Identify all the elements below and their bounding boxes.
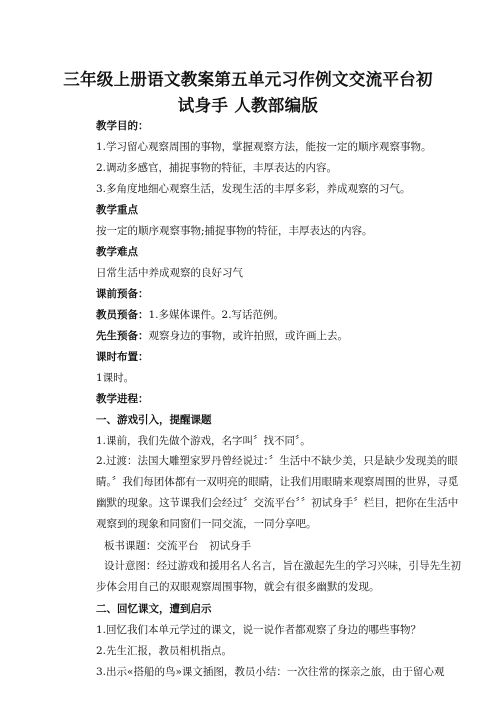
teacher-prep (96, 308, 466, 322)
part1-heading: 一、游戏引入，提醒课题 (96, 414, 212, 426)
objective-item: 3.多角度地细心观察生活，发现生活的丰厚多彩，养成观察的习气。 (96, 183, 411, 195)
design-text: 设计意图：经过游戏和援用名人名言，旨在激起先生的学习兴味，引导先生初步体会用自己的双眼观察周围事物，就会有很多幽默的发现。 (96, 560, 461, 593)
board-text: 板书课题：交流平台 初试身手 (104, 540, 251, 552)
document-title-line-1: 三年级上册语文教案第五单元习作例文交流平台初 (63, 70, 433, 89)
hours-text: 1课时。 (96, 372, 135, 384)
document-title-line-2: 试身手 人教部编版 (177, 96, 319, 115)
difficulty-text: 日常生活中养成观察的良好习气 (96, 267, 243, 279)
hours-heading: 课时布置： (96, 351, 149, 363)
key-heading: 教学重点 (96, 204, 138, 216)
key-text: 按一定的顺序观察事物;捕捉事物的特征，丰厚表达的内容。 (96, 225, 373, 237)
teacher-prep-text: 1.多媒体课件。2.写话范例。 (148, 309, 285, 321)
part2-item: 3.出示«搭船的鸟»课文插图，教员小结：一次往常的探亲之旅，由于留心观 (96, 666, 445, 678)
teacher-prep-label: 教员预备： (96, 309, 149, 321)
objective-item: 1.学习留心观察周围的事物，掌握观察方法，能按一定的顺序观察事物。 (96, 141, 432, 153)
part2-item: 2.先生汇报，教员相机指点。 (96, 645, 233, 657)
part1-item: 1.课前，我们先做个游戏，名字叫〞找不同〞。 (96, 435, 311, 447)
objectives-heading: 教学目的： (96, 120, 149, 132)
part2-heading: 二、回忆课文，遭到启示 (96, 603, 212, 615)
part1-item: 2.过渡：法国大雕塑家罗丹曾经说过：〞生活中不缺少美，只是缺少发现美的眼睛。〞我们每团体都有一双明亮的眼睛，让我们用眼睛来观察周围的世界，寻觅幽默的现象。这节课我们会经过〞交流平台〞〞初试身手〞栏目，把你在生活中观察到的现象和同窗们一同交流，一同分享吧。 (96, 455, 459, 530)
prep-heading: 课前预备： (96, 288, 149, 300)
objective-item: 2.调动多感官，捕捉事物的特征，丰厚表达的内容。 (96, 162, 338, 174)
student-prep-label: 先生预备： (96, 330, 149, 342)
student-prep (96, 329, 466, 343)
student-prep-text: 观察身边的事物，或许拍照，或许画上去。 (148, 330, 348, 342)
part2-item: 1.回忆我们本单元学过的课文，说一说作者都观察了身边的哪些事物？ (96, 624, 422, 636)
difficulty-heading: 教学难点 (96, 246, 138, 258)
process-heading: 教学进程： (96, 393, 149, 405)
